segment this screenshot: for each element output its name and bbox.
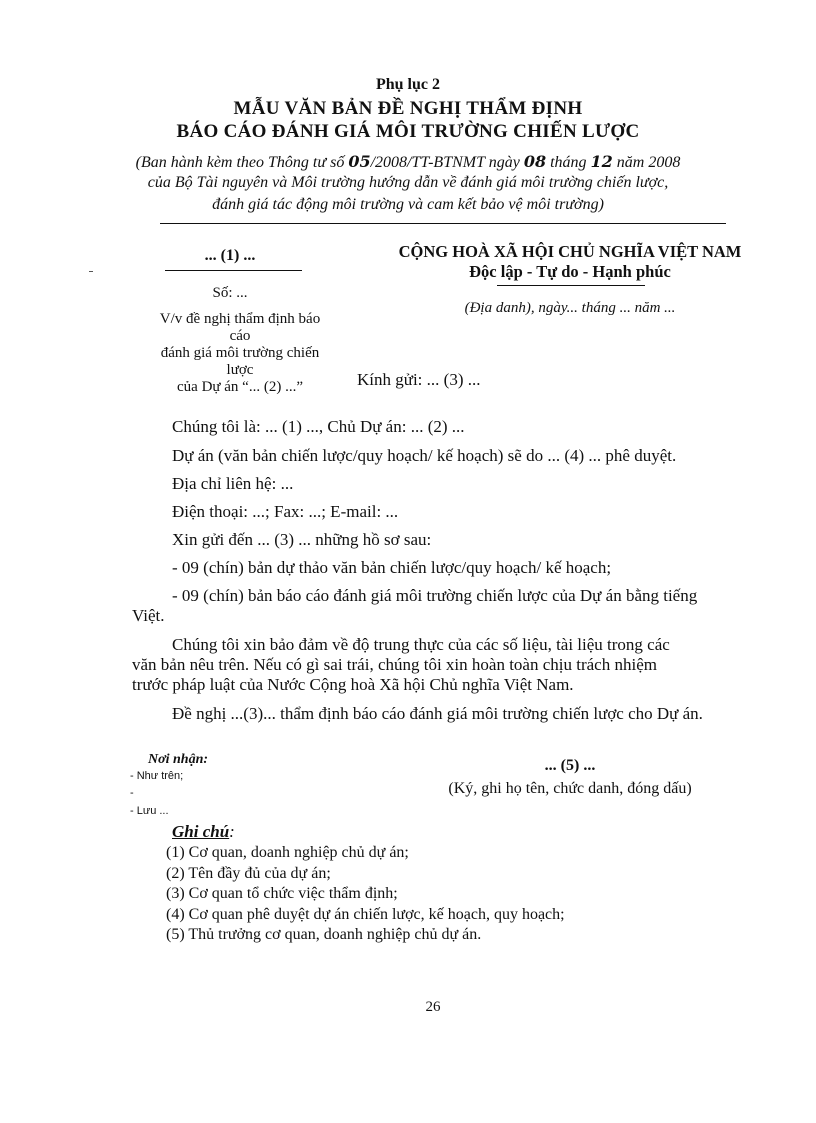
note-item: (3) Cơ quan tổ chức việc thẩm định;: [166, 885, 398, 902]
notes-title: Ghi chú: [172, 822, 230, 841]
issuing-org: ... (1) ...: [204, 247, 256, 264]
handwritten-month: 12: [590, 152, 613, 171]
org-underline: [165, 270, 302, 271]
subject-line1: V/v đề nghị thẩm định báo cáo: [159, 311, 321, 344]
body-para-1: Chúng tôi là: ... (1) ..., Chủ Dự án: ... (2) ...: [172, 417, 465, 436]
subject-line3: của Dự án “... (2) ...”: [177, 379, 303, 395]
body-para-3: Địa chỉ liên hệ: ...: [172, 474, 294, 493]
issued-by-line1: [0, 152, 816, 172]
recipient-item: - Như trên;: [130, 770, 184, 782]
issued-prefix: (Ban hành kèm theo Thông tư số: [135, 154, 349, 171]
body-para-5: Xin gửi đến ... (3) ... những hồ sơ sau:: [172, 530, 432, 549]
body-para-7-line1: - 09 (chín) bản báo cáo đánh giá môi trường chiến lược của Dự án bằng tiếng: [172, 586, 698, 605]
note-item: (1) Cơ quan, doanh nghiệp chủ dự án;: [166, 844, 409, 861]
signature-instructions: (Ký, ghi họ tên, chức danh, đóng dấu): [448, 780, 692, 797]
recipient-item: - Lưu ...: [130, 805, 169, 817]
issued-mid2: tháng: [546, 154, 591, 171]
issued-mid1: /2008/TT-BTNMT ngày: [370, 154, 524, 171]
notes-list: [166, 843, 565, 946]
issued-suffix: năm 2008: [612, 154, 681, 171]
body-para-7-line2: Việt.: [132, 606, 165, 625]
body-para-6: - 09 (chín) bản dự thảo văn bản chiến lược/quy hoạch/ kế hoạch;: [172, 558, 612, 577]
body-para-4: Điện thoại: ...; Fax: ...; E-mail: ...: [172, 502, 399, 521]
notes-heading: [172, 822, 235, 842]
national-motto: Độc lập - Tự do - Hạnh phúc: [469, 262, 671, 281]
note-item: (5) Thủ trưởng cơ quan, doanh nghiệp chủ dự án.: [166, 926, 482, 943]
header-divider: [160, 223, 726, 224]
nation-name: CỘNG HOÀ XÃ HỘI CHỦ NGHĨA VIỆT NAM: [398, 242, 742, 261]
margin-mark: [89, 271, 93, 272]
note-item: (2) Tên đầy đủ của dự án;: [166, 864, 331, 882]
document-title-line2: BÁO CÁO ĐÁNH GIÁ MÔI TRƯỜNG CHIẾN LƯỢC: [176, 121, 640, 142]
body-para-8-line1: Chúng tôi xin bảo đảm về độ trung thực của các số liệu, tài liệu trong các: [172, 635, 670, 654]
handwritten-day: 08: [523, 152, 547, 171]
body-para-8-line3: trước pháp luật của Nước Cộng hoà Xã hội Chủ nghĩa Việt Nam.: [132, 675, 574, 694]
body-para-8-line2: văn bản nêu trên. Nếu có gì sai trái, chúng tôi xin hoàn toàn chịu trách nhiệm: [132, 655, 657, 674]
notes-colon: :: [229, 822, 235, 841]
subject-line: [150, 311, 330, 396]
recipient-item: -: [130, 787, 134, 799]
appendix-label: Phụ lục 2: [375, 76, 440, 93]
body-para-9: Đề nghị ...(3)... thẩm định báo cáo đánh giá môi trường chiến lược cho Dự án.: [172, 704, 703, 723]
handwritten-number: 05: [348, 152, 371, 171]
issued-by-line3: đánh giá tác động môi trường và cam kết bảo vệ môi trường): [212, 196, 604, 213]
page-number: 26: [425, 999, 441, 1015]
place-and-date: (Địa danh), ngày... tháng ... năm ...: [464, 300, 676, 316]
motto-underline: [497, 285, 645, 286]
addressee: Kính gửi: ... (3) ...: [357, 370, 481, 389]
signatory: ... (5) ...: [544, 757, 596, 774]
note-item: (4) Cơ quan phê duyệt dự án chiến lược, kế hoạch, quy hoạch;: [166, 905, 565, 923]
document-title-line1: MẪU VĂN BẢN ĐỀ NGHỊ THẨM ĐỊNH: [233, 98, 583, 119]
document-number: Số: ...: [212, 285, 248, 301]
recipients-label: Nơi nhận:: [148, 752, 209, 767]
subject-line2: đánh giá môi trường chiến lược: [160, 345, 320, 378]
issued-by-line2: của Bộ Tài nguyên và Môi trường hướng dẫn về đánh giá môi trường chiến lược,: [147, 174, 669, 191]
body-para-2: Dự án (văn bản chiến lược/quy hoạch/ kế hoạch) sẽ do ... (4) ... phê duyệt.: [172, 446, 677, 465]
